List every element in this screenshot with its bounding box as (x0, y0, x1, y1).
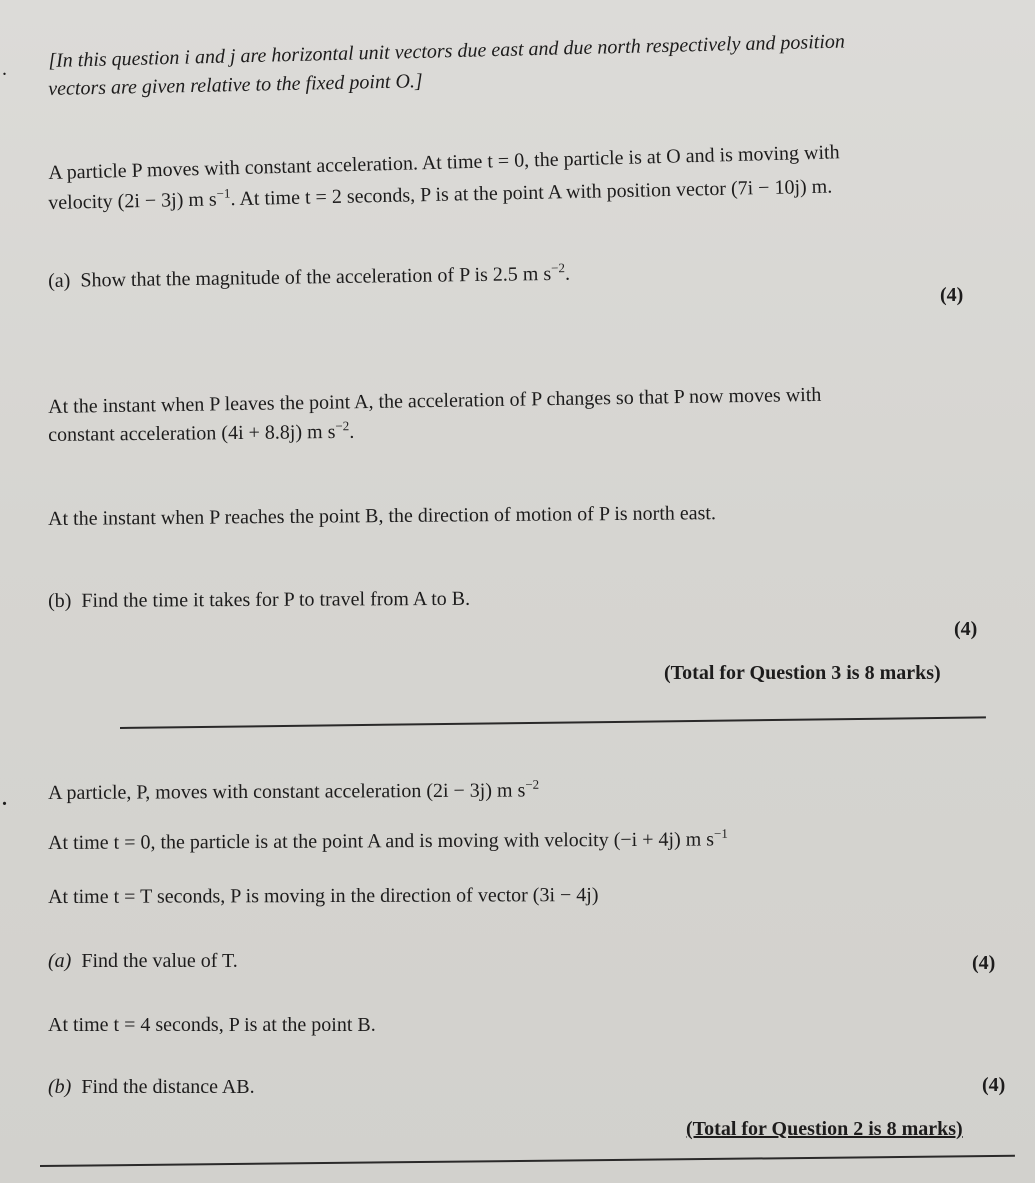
q3-a-end: . (564, 262, 571, 285)
q2-b-marks: (4) (982, 1074, 1006, 1096)
q3-b-text: Find the time it takes for P to travel from A to B. (81, 587, 471, 612)
q3-a-label: (a) (48, 269, 71, 292)
q2-b-text: Find the distance AB. (81, 1076, 255, 1098)
q2-mid: At time t = 4 seconds, P is at the point B. (48, 1014, 376, 1036)
q2-stem-line3: At time t = T seconds, P is moving in the direction of vector (3i − 4j) (48, 884, 599, 908)
q2-part-b (48, 1074, 255, 1100)
q3-b-label: (b) (48, 589, 72, 612)
q2-a-label: (a) (48, 950, 72, 972)
q2-divider (40, 1155, 1015, 1167)
q3-mid-line3: At the instant when P reaches the point B, the direction of motion of P is north east. (48, 502, 717, 530)
q2-number: . (2, 788, 7, 810)
q3-a-text: Show that the magnitude of the acceleration of P is 2.5 m s (80, 262, 552, 292)
q2-stem2-sup: −1 (713, 825, 728, 841)
q3-a-marks: (4) (940, 284, 964, 306)
q2-part-a (48, 948, 238, 974)
q3-number: . (2, 58, 7, 80)
q2-stem2-text: At time t = 0, the particle is at the point A and is moving with velocity (−i + 4j) m s (48, 828, 715, 854)
q3-total: (Total for Question 3 is 8 marks) (664, 662, 941, 684)
q2-b-label: (b) (48, 1076, 72, 1098)
q2-stem1-text: A particle, P, moves with constant acceleration (2i − 3j) m s (48, 779, 526, 804)
q3-mid2-end: . (349, 420, 355, 443)
q3-b-marks: (4) (954, 618, 978, 640)
q3-note-line1: [In this question i and j are horizontal unit vectors due east and due north respectively and position (48, 30, 846, 72)
q2-stem-line1 (48, 777, 539, 806)
q3-stem2-rest: . At time t = 2 seconds, P is at the point A with position vector (7i − 10j) m. (230, 175, 833, 211)
q3-divider (120, 716, 986, 729)
q3-part-a (48, 261, 570, 294)
q3-a-sup: −2 (550, 260, 566, 276)
q3-mid-line1: At the instant when P leaves the point A, the acceleration of P changes so that P now moves with (48, 383, 822, 418)
q2-total: (Total for Question 2 is 8 marks) (686, 1118, 963, 1140)
q3-stem2-sup: −1 (216, 185, 231, 201)
q2-stem-line2 (48, 826, 728, 856)
q3-note-line2: vectors are given relative to the fixed point O.] (48, 70, 423, 100)
q3-mid2-text: constant acceleration (4i + 8.8j) m s (48, 420, 336, 446)
q3-part-b (48, 586, 470, 614)
q2-stem1-sup: −2 (525, 776, 540, 792)
q3-stem-line1: A particle P moves with constant acceleration. At time t = 0, the particle is at O and is moving with (48, 141, 840, 184)
q2-a-text: Find the value of T. (81, 950, 238, 972)
q3-stem2-text: velocity (2i − 3j) m s (48, 188, 217, 214)
q3-mid2-sup: −2 (335, 418, 350, 434)
q3-mid-line2 (48, 419, 354, 448)
q2-a-marks: (4) (972, 952, 996, 974)
